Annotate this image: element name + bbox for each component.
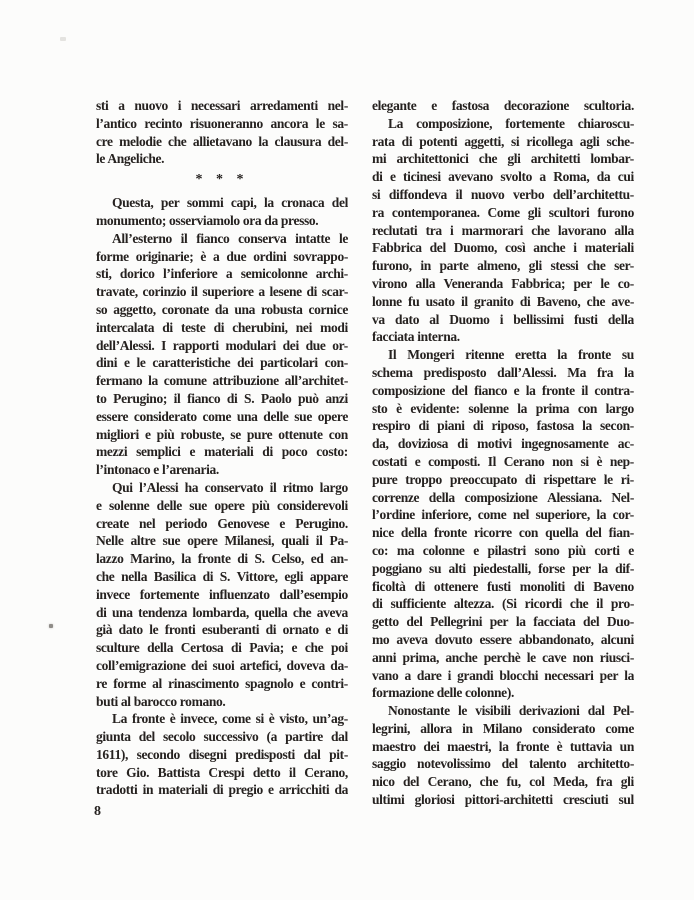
text-line: Qui l’Alessi ha conservato il ritmo largo bbox=[112, 479, 348, 495]
text-line: Nonostante le visibili derivazioni dal Pel- bbox=[388, 703, 634, 719]
scan-speck bbox=[60, 37, 66, 41]
text-line: La composizione, fortemente chiaroscu- bbox=[388, 115, 634, 131]
text-line: virono alla Veneranda Fabbrica; per le co- bbox=[372, 275, 634, 291]
text-line: di una tendenza lombarda, quella che aveva bbox=[96, 604, 348, 620]
text-line: facciata interna. bbox=[372, 329, 460, 345]
text-line: Questa, per sommi capi, la cronaca del bbox=[112, 195, 348, 211]
text-line: re forme al rinascimento spagnolo e contri- bbox=[96, 675, 348, 691]
text-line: furono, in parte almeno, gli stessi che ser- bbox=[372, 258, 634, 274]
text-line: che nella Basilica di S. Vittore, egli appare bbox=[96, 568, 348, 584]
text-columns bbox=[96, 97, 634, 809]
text-line: le Angeliche. bbox=[96, 151, 165, 167]
text-line: di e ticinesi avevano svolto a Roma, da cui bbox=[372, 169, 634, 185]
text-line: si diffondeva il nuovo verbo dell’architettu- bbox=[372, 186, 634, 202]
text-line: schema predisposto dall’Alessi. Ma fra la bbox=[372, 364, 634, 380]
text-line: to Perugino; il fianco di S. Paolo può anzi bbox=[96, 390, 348, 406]
text-line: mi architettonici che gli architetti lombar- bbox=[372, 151, 634, 167]
text-line: tradotti in materiali di pregio e arricchiti da bbox=[96, 782, 348, 798]
text-line: ultimi gloriosi pittori-architetti cresciuti sul bbox=[372, 792, 634, 808]
text-line: Fabbrica del Duomo, così anche i materiali bbox=[372, 240, 634, 256]
text-line: rata di potenti aggetti, si ricollega agli sche- bbox=[372, 133, 634, 149]
text-line: tore Gio. Battista Crespi detto il Cerano, bbox=[96, 764, 348, 780]
text-line: l’antico recinto risuoneranno ancora le sa- bbox=[96, 115, 348, 131]
text-line: già dato le fronti esuberanti di ornato e di bbox=[96, 622, 348, 638]
text-line: sti a nuovo i necessari arredamenti nel- bbox=[96, 98, 348, 113]
scan-speck bbox=[49, 624, 53, 628]
text-line: l’intonaco e l’arenaria. bbox=[96, 462, 219, 478]
text-line: dell’Alessi. I rapporti modulari dei due or- bbox=[96, 337, 348, 353]
text-line: saggio notevolissimo del talento architetto- bbox=[372, 756, 634, 772]
text-line: pure troppo preoccupato di rispettare le ri- bbox=[372, 471, 634, 487]
text-line: formazione delle colonne). bbox=[372, 685, 514, 701]
text-line: intercalata di teste di cherubini, nei modi bbox=[96, 319, 348, 335]
text-line: lonne fu usato il granito di Baveno, che ave- bbox=[372, 293, 634, 309]
section-separator: * * * bbox=[195, 172, 249, 188]
text-column-right bbox=[372, 97, 634, 809]
text-line: nice della fronte ricorre con quella del fian- bbox=[372, 525, 634, 541]
text-line: reclutati tra i marmorari che lavorano alla bbox=[372, 222, 634, 238]
text-line: fermano la comune attribuzione all’architet- bbox=[96, 373, 348, 389]
text-line: legrini, allora in Milano considerato come bbox=[372, 720, 634, 736]
text-line: travate, corinzio il superiore a lesene di scar- bbox=[96, 284, 348, 300]
text-line: sculture della Certosa di Pavia; e che poi bbox=[96, 640, 348, 656]
text-line: Il Mongeri ritenne eretta la fronte su bbox=[388, 347, 634, 363]
text-line: co: ma colonne e pilastri sono più corti e bbox=[372, 542, 634, 558]
text-line: mo aveva dovuto essere abbandonato, alcuni bbox=[372, 631, 634, 647]
text-line: essere considerato come una delle sue opere bbox=[96, 408, 348, 424]
text-line: migliori e più robuste, se pure ottenute con bbox=[96, 426, 348, 442]
text-line: cre melodie che allietavano la clausura del- bbox=[96, 133, 348, 149]
text-line: invece fortemente influenzato dall’esempio bbox=[96, 586, 348, 602]
text-line: sto è evidente: solenne la prima con largo bbox=[372, 400, 634, 416]
text-line: ficoltà di ottenere fusti monoliti di Baveno bbox=[372, 578, 634, 594]
text-line: nico del Cerano, che fu, col Meda, fra gli bbox=[372, 774, 634, 790]
text-line: getto del Pellegrini per la facciata del Duo- bbox=[372, 614, 634, 630]
text-line: va dato al Duomo i bellissimi fusti della bbox=[372, 311, 634, 327]
text-line: maestro dei maestri, la fronte è tuttavia un bbox=[372, 738, 634, 754]
text-line: poggiano su alti piedestalli, forse per la dif- bbox=[372, 560, 634, 576]
text-line: so aggetto, coronate da una robusta cornice bbox=[96, 301, 348, 317]
text-line: forme originarie; è a due ordini sovrappo- bbox=[96, 248, 348, 264]
text-line: monumento; osserviamolo ora da presso. bbox=[96, 212, 319, 228]
text-line: da, doviziosa di motivi ingegnosamente ac- bbox=[372, 436, 634, 452]
text-line: lazzo Marino, la fronte di S. Celso, ed an- bbox=[96, 551, 348, 567]
text-line: mezzi semplici e materiali di poco costo: bbox=[96, 444, 348, 460]
text-line: composizione del fianco e la fronte il contra- bbox=[372, 382, 634, 398]
text-line: coll’emigrazione dei suoi artefici, doveva da- bbox=[96, 657, 348, 673]
text-line: All’esterno il fianco conserva intatte le bbox=[112, 230, 348, 246]
text-line: elegante e fastosa decorazione scultoria. bbox=[372, 98, 634, 113]
text-line: ra contemporanea. Come gli scultori furono bbox=[372, 204, 634, 220]
text-line: giunta del secolo successivo (a partire dal bbox=[96, 729, 348, 745]
text-line: 1611), secondo disegni predisposti dal pit- bbox=[96, 746, 348, 762]
text-line: Nelle altre sue opere Milanesi, quali il Pa- bbox=[96, 533, 348, 549]
text-line: La fronte è invece, come si è visto, un’ag- bbox=[112, 711, 348, 727]
text-line: correnze della composizione Alessiana. Nel- bbox=[372, 489, 634, 505]
text-line: di sufficiente altezza. (Si ricordi che il pro- bbox=[372, 596, 634, 612]
text-line: dini e le caratteristiche dei particolari con- bbox=[96, 355, 348, 371]
text-line: sti, dorico l’inferiore a semicolonne archi- bbox=[96, 266, 348, 282]
text-line: anni prima, anche perchè le cave non riusci- bbox=[372, 649, 634, 665]
text-line: buti al barocco romano. bbox=[96, 693, 226, 709]
text-line: l’ordine inferiore, come nel superiore, la cor- bbox=[372, 507, 634, 523]
text-line: costati e composti. Il Cerano non si è nep- bbox=[372, 453, 634, 469]
text-line: create nel periodo Genovese e Perugino. bbox=[96, 515, 348, 531]
text-line: respiro di piani di riposo, fastosa la secon- bbox=[372, 418, 634, 434]
text-column-left bbox=[96, 97, 348, 809]
text-line: e solenne delle sue opere più considerevoli bbox=[96, 497, 348, 513]
text-line: vano a dare i grandi blocchi necessari per la bbox=[372, 667, 634, 683]
page-number: 8 bbox=[94, 804, 101, 819]
